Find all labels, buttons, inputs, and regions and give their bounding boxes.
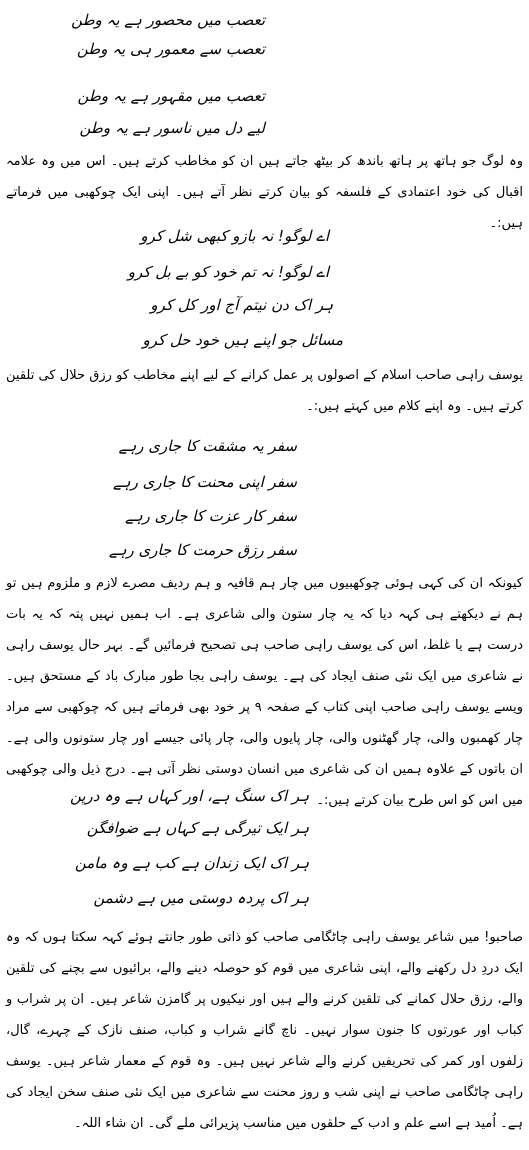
stanza2-line1: اے لوگو! نہ بازو کبھی شل کرو [140,227,329,245]
stanza1-line2: تعصب سے معمور ہی یہ وطن [76,40,265,58]
stanza2-line2: اے لوگو! نہ تم خود کو بے بل کرو [127,263,329,281]
stanza4-line4: ہر اک پردہ دوستی میں ہے دشمن [93,889,309,907]
stanza4-line1: ہر اک سنگ ہے، اور کہاں ہے وہ درپن [69,787,309,805]
stanza3-line4: سفر رزق حرمت کا جاری رہے [108,541,297,559]
stanza1-line3: تعصب میں مقہور ہے یہ وطن [77,87,265,105]
paragraph-1: وہ لوگ جو ہاتھ پر ہاتھ باندھ کر بیٹھ جاتے ہیں ان کو مخاطب کرتے ہیں۔ اس میں وہ علامہ اقبال کی خود اعتمادی کے فلسفہ کو بیان کرتے نظر آتے ہیں۔ اپنی ایک چوکھبی میں فرماتے ہیں:۔ [6,154,523,231]
stanza4-line2: ہر ایک تیرگی ہے کہاں ہے ضوافگن [86,819,309,837]
stanza2-line4: مسائل جو اپنے ہیں خود حل کرو [142,331,343,349]
stanza3-line2: سفر اپنی محنت کا جاری رہے [113,473,297,491]
paragraph-3: کیونکہ ان کی کہی ہوئی چوکھبیوں میں چار ہم قافیہ و ہم ردیف مصرے لازم و ملزوم ہیں تو ہم نے دیکھتے ہی کہہ دیا کہ یہ چار ستون والی شاعری ہے۔ اب ہمیں نہیں پتہ کہ یہ بات درست ہے یا غلط، اس کی یوسف راہی صاحب ہی تصحیح فرمائیں گے۔ بہر حال یوسف راہی نے شاعری میں ایک نئی صنف ایجاد کی ہے۔ یوسف راہی بجا طور مبارک باد کے مستحق ہیں۔ ویسے یوسف راہی صاحب اپنی کتاب کے صفحہ ۹ پر خود بھی فرماتے ہیں کہ چوکھبی سے مراد چار کھمبوں والی، چار گھٹنوں والی، چار پایوں والی، چار پائی جیسے اور چار ستونوں والی ہے۔ ان باتوں کے علاوہ ہمیں ان کی شاعری میں انسان دوستی نظر آتی ہے۔ درج ذیل والی چوکھبی میں اس کو اس طرح بیان کرتے ہیں:۔ [6,576,523,808]
stanza4-line3: ہر اک ایک زندان ہے کب ہے وہ مامن [74,854,309,872]
stanza3-line1: سفر یہ مشقت کا جاری رہے [118,437,297,455]
paragraph-2: یوسف راہی صاحب اسلام کے اصولوں پر عمل کرانے کے لیے اپنے مخاطب کو رزق حلال کی تلقین کرتے ہیں۔ وہ اپنے کلام میں کہتے ہیں:۔ [6,368,523,414]
stanza3-line3: سفر کار عزت کا جاری رہے [125,507,297,525]
stanza1-line4: لیے دل میں ناسور ہے یہ وطن [79,119,265,137]
paragraph-4: صاحبو! میں شاعر یوسف راہی چاٹگامی صاحب کو ذاتی طور جانتے ہوئے کہہ سکتا ہوں کہ وہ ایک دردِ دل رکھنے والے، اپنی شاعری میں قوم کو حوصلہ دینے والے، برائیوں سے بچنے کی تلقین والے، رزق حلال کمانے کی تلقین کرنے والے ہیں اور نیکیوں پر گامزن شاعر ہیں۔ ان پر شراب و کباب اور عورتوں کا جنون سوار نہیں۔ ناچ گانے شراب و کباب، صنف نازک کے چہرے، گال، زلفوں اور کمر کی تحریفیں کرنے والے شاعر نہیں ہیں۔ وہ قوم کے معمار شاعر ہیں۔ یوسف راہی چاٹگامی صاحب نے اپنی شب و روز محنت سے شاعری میں ایک نئی صنف سخن ایجاد کی ہے۔ اُمید ہے اسے علم و ادب کے حلقوں میں مناسب پزیرائی ملے گی۔ ان شاء اللہ۔ [6,930,523,1131]
stanza1-line1: تعصب میں محصور ہے یہ وطن [71,11,265,29]
stanza2-line3: ہر اک دن نیتم آج اور کل کرو [150,296,333,314]
